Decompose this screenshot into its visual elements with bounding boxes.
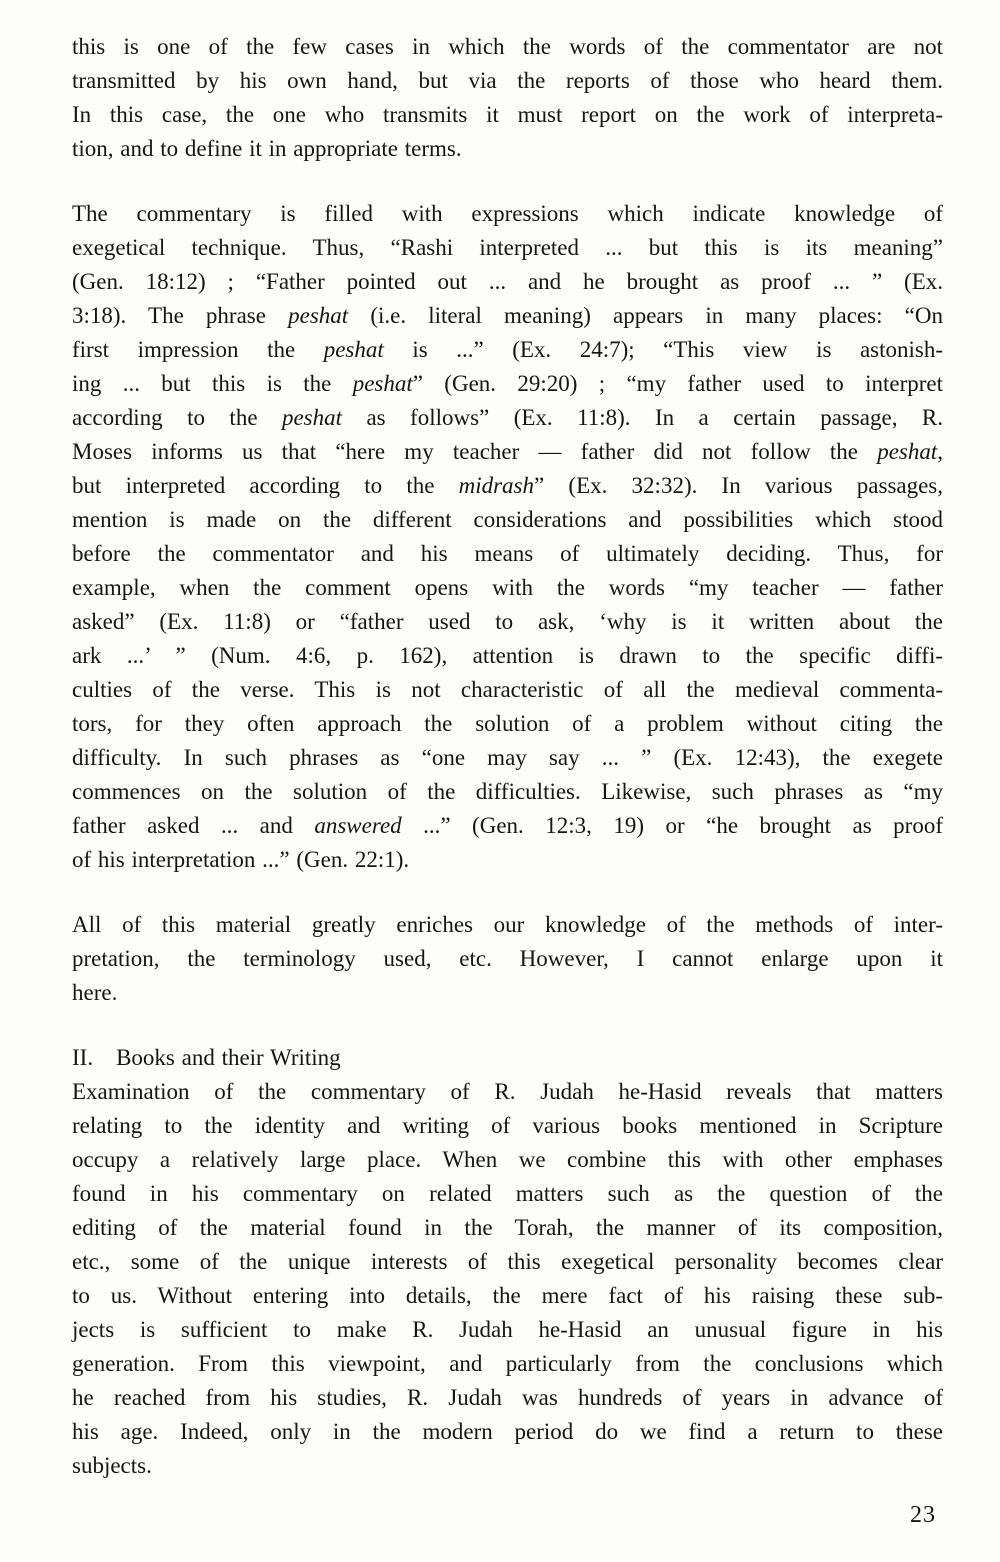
paragraph <box>72 30 943 166</box>
text-line: but interpreted according to the midrash” (Ex. 32:32). In various passages, <box>72 473 944 498</box>
text-line: All of this material greatly enriches our knowledge of the methods of inter- <box>72 912 943 937</box>
text-line: here. <box>72 980 118 1005</box>
text-line: occupy a relatively large place. When we combine this with other emphases <box>72 1147 943 1172</box>
paragraph <box>72 197 943 877</box>
text-line: his age. Indeed, only in the modern period do we find a return to these <box>72 1419 943 1444</box>
text-line: asked” (Ex. 11:8) or “father used to ask, ‘why is it written about the <box>72 609 943 634</box>
text-line: pretation, the terminology used, etc. However, I cannot enlarge upon it <box>72 946 943 971</box>
text-line: found in his commentary on related matters such as the question of the <box>72 1181 943 1206</box>
text-line: jects is sufficient to make R. Judah he-Hasid an unusual figure in his <box>72 1317 943 1342</box>
paragraph <box>72 1075 943 1483</box>
text-line: culties of the verse. This is not characteristic of all the medieval commenta- <box>72 677 943 702</box>
text-line: 3:18). The phrase peshat (i.e. literal meaning) appears in many places: “On <box>72 303 943 328</box>
text-line: first impression the peshat is ...” (Ex. 24:7); “This view is astonish- <box>72 337 943 362</box>
text-line: tion, and to define it in appropriate terms. <box>72 136 462 161</box>
text-line: this is one of the few cases in which the words of the commentator are not <box>72 34 943 59</box>
text-line: generation. From this viewpoint, and particularly from the conclusions which <box>72 1351 943 1376</box>
page-text <box>72 30 943 1483</box>
page-number: 23 <box>910 1502 936 1528</box>
text-line: to us. Without entering into details, the mere fact of his raising these sub- <box>72 1283 943 1308</box>
text-line: commences on the solution of the difficulties. Likewise, such phrases as “my <box>72 779 943 804</box>
text-line: II. Books and their Writing <box>72 1045 341 1070</box>
text-line: subjects. <box>72 1453 152 1478</box>
text-line: ark ...’ ” (Num. 4:6, p. 162), attention is drawn to the specific diffi- <box>72 643 943 668</box>
text-line: editing of the material found in the Torah, the manner of its composition, <box>72 1215 943 1240</box>
text-line: father asked ... and answered ...” (Gen. 12:3, 19) or “he brought as proof <box>72 813 943 838</box>
text-line: mention is made on the different considerations and possibilities which stood <box>72 507 943 532</box>
text-line: difficulty. In such phrases as “one may say ... ” (Ex. 12:43), the exegete <box>72 745 943 770</box>
text-line: etc., some of the unique interests of this exegetical personality becomes clear <box>72 1249 943 1274</box>
text-line: according to the peshat as follows” (Ex. 11:8). In a certain passage, R. <box>72 405 943 430</box>
text-line: relating to the identity and writing of various books mentioned in Scripture <box>72 1113 943 1138</box>
text-line: (Gen. 18:12) ; “Father pointed out ... and he brought as proof ... ” (Ex. <box>72 269 943 294</box>
text-line: Moses informs us that “here my teacher — father did not follow the peshat, <box>72 439 943 464</box>
paragraph <box>72 908 943 1010</box>
text-line: before the commentator and his means of ultimately deciding. Thus, for <box>72 541 943 566</box>
text-line: In this case, the one who transmits it must report on the work of interpreta- <box>72 102 943 127</box>
section-heading <box>72 1041 943 1075</box>
text-line: tors, for they often approach the solution of a problem without citing the <box>72 711 943 736</box>
text-line: he reached from his studies, R. Judah was hundreds of years in advance of <box>72 1385 943 1410</box>
text-line: Examination of the commentary of R. Judah he-Hasid reveals that matters <box>72 1079 943 1104</box>
text-line: of his interpretation ...” (Gen. 22:1). <box>72 847 410 872</box>
text-line: example, when the comment opens with the words “my teacher — father <box>72 575 943 600</box>
text-line: The commentary is filled with expressions which indicate knowledge of <box>72 201 943 226</box>
text-line: ing ... but this is the peshat” (Gen. 29:20) ; “my father used to interpret <box>72 371 943 396</box>
text-line: exegetical technique. Thus, “Rashi interpreted ... but this is its meaning” <box>72 235 943 260</box>
text-line: transmitted by his own hand, but via the reports of those who heard them. <box>72 68 943 93</box>
